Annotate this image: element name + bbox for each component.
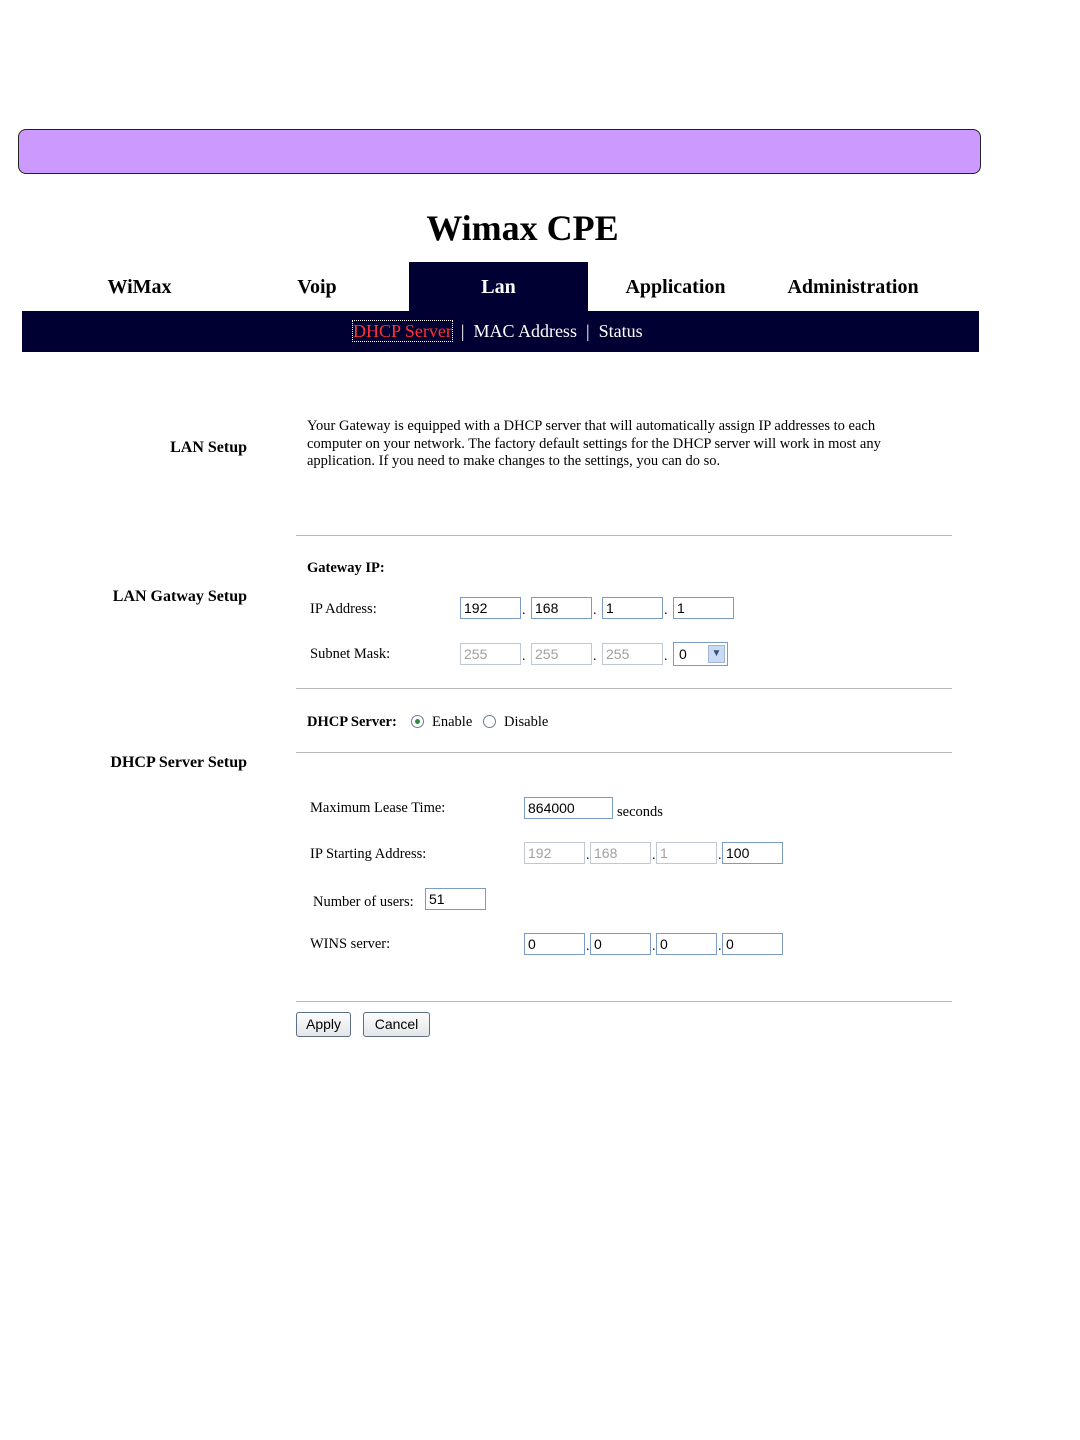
lan-setup-description: Your Gateway is equipped with a DHCP server that will automatically assign IP addresses to each computer on your network. The factory default settings for the DHCP server will work in most any application. If you need to make changes to the settings, you can do so. [307,418,881,469]
subnet-mask-octet-1 [460,643,521,665]
dot-separator: . [593,603,597,618]
gateway-ip-octet-1[interactable] [460,597,521,619]
section-label-dhcp-server-setup: DHCP Server Setup [110,754,247,771]
page-title: Wimax CPE [426,208,619,248]
dot-separator: . [522,603,526,618]
dot-separator: . [718,939,722,954]
subnav-dhcp-server[interactable]: DHCP Server [353,321,452,341]
ip-starting-address-label: IP Starting Address: [310,846,427,862]
divider [296,752,952,753]
subnet-mask-selected-value: 0 [679,646,687,662]
subnet-mask-octet-4-select[interactable] [673,642,728,666]
dot-separator: . [522,649,526,664]
dhcp-enable-label: Enable [432,714,473,730]
ip-address-label: IP Address: [310,601,377,617]
start-ip-octet-2 [590,842,651,864]
wins-ip-octet-2[interactable] [590,933,651,955]
wins-ip-octet-4[interactable] [722,933,783,955]
dhcp-disable-label: Disable [504,714,549,730]
cancel-button[interactable]: Cancel [363,1012,430,1037]
divider [296,688,952,689]
dhcp-server-label: DHCP Server: [307,714,397,730]
lease-time-input[interactable] [524,797,613,819]
start-ip-octet-4[interactable] [722,842,783,864]
dot-separator: . [593,649,597,664]
divider [296,535,952,536]
dot-separator: . [586,939,590,954]
apply-button[interactable]: Apply [296,1012,351,1037]
gateway-ip-octet-4[interactable] [673,597,734,619]
wins-ip-octet-1[interactable] [524,933,585,955]
start-ip-octet-1 [524,842,585,864]
dot-separator: . [652,848,656,863]
subnav-separator: | [460,321,465,341]
tab-voip[interactable]: Voip [297,276,337,298]
subnav-mac-address[interactable]: MAC Address [473,321,577,341]
wins-server-label: WINS server: [310,936,391,952]
lease-time-unit: seconds [617,804,663,820]
start-ip-octet-3 [656,842,717,864]
section-label-lan-gateway-setup: LAN Gatway Setup [112,588,247,605]
dhcp-enable-radio[interactable] [411,715,424,728]
lease-time-label: Maximum Lease Time: [310,800,446,816]
subnav-separator: | [585,321,590,341]
subnet-mask-octet-3 [602,643,663,665]
tab-wimax[interactable]: WiMax [107,276,172,298]
gateway-ip-heading: Gateway IP: [307,560,385,576]
dot-separator: . [718,848,722,863]
tab-lan[interactable]: Lan [409,262,588,312]
dot-separator: . [664,649,668,664]
top-banner-bar [18,129,981,174]
gateway-ip-octet-3[interactable] [602,597,663,619]
dot-separator: . [586,848,590,863]
main-nav-tabs [22,262,979,312]
subnet-mask-octet-2 [531,643,592,665]
dot-separator: . [652,939,656,954]
subnet-mask-label: Subnet Mask: [310,646,391,662]
section-label-lan-setup: LAN Setup [170,439,247,456]
dot-separator: . [664,603,668,618]
number-of-users-label: Number of users: [313,894,414,910]
dhcp-disable-radio[interactable] [483,715,496,728]
divider [296,1001,952,1002]
number-of-users-input[interactable] [425,888,486,910]
tab-administration[interactable]: Administration [787,276,919,298]
wins-ip-octet-3[interactable] [656,933,717,955]
gateway-ip-octet-2[interactable] [531,597,592,619]
tab-application[interactable]: Application [625,276,726,298]
subnav-status[interactable]: Status [598,321,643,341]
sub-navigation [22,311,979,352]
chevron-down-icon: ▼ [708,645,725,663]
